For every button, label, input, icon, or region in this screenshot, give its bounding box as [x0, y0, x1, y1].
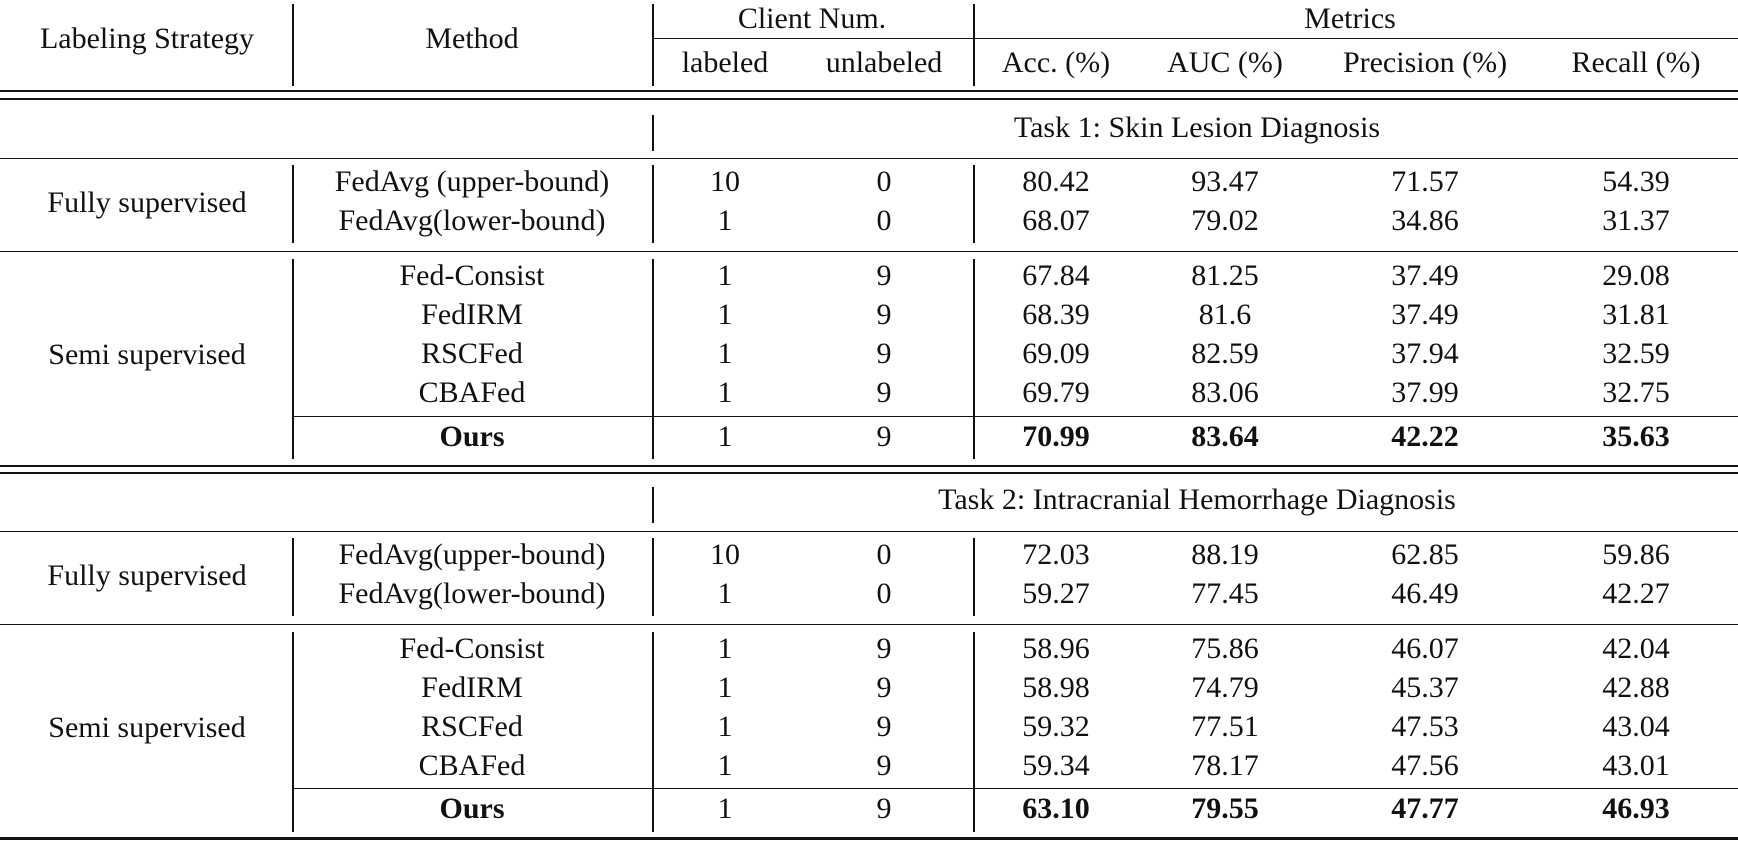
- fully-divider-3: [973, 165, 975, 243]
- cell-precision: 37.49: [1391, 298, 1459, 331]
- cell-method: RSCFed: [421, 337, 523, 370]
- cell-labeled: 1: [717, 632, 733, 665]
- group-strategy: Semi supervised: [48, 711, 246, 744]
- cell-unlabeled: 0: [876, 538, 892, 571]
- ours-rule: [292, 788, 1738, 789]
- cell-method: FedAvg(lower-bound): [338, 204, 606, 237]
- cell-unlabeled: 9: [876, 420, 892, 453]
- cell-acc: 68.39: [1022, 298, 1090, 331]
- cell-auc: 79.02: [1191, 204, 1259, 237]
- cell-precision: 37.94: [1391, 337, 1459, 370]
- cell-recall: 31.37: [1602, 204, 1670, 237]
- cell-labeled: 1: [717, 259, 733, 292]
- cell-precision: 47.77: [1391, 792, 1459, 825]
- task-title-rule: [0, 158, 1738, 159]
- cell-precision: 37.99: [1391, 376, 1459, 409]
- cell-unlabeled: 9: [876, 259, 892, 292]
- cell-unlabeled: 0: [876, 204, 892, 237]
- cell-recall: 43.04: [1602, 710, 1670, 743]
- cell-acc: 80.42: [1022, 165, 1090, 198]
- cell-auc: 83.64: [1191, 420, 1259, 453]
- group-strategy: Fully supervised: [47, 559, 247, 592]
- cell-precision: 45.37: [1391, 671, 1459, 704]
- header-auc: AUC (%): [1167, 46, 1283, 79]
- cell-acc: 58.98: [1022, 671, 1090, 704]
- header-precision: Precision (%): [1342, 46, 1508, 79]
- cell-method: Fed-Consist: [399, 632, 545, 665]
- cell-auc: 81.6: [1198, 298, 1252, 331]
- cell-recall: 42.04: [1602, 632, 1670, 665]
- cell-recall: 35.63: [1602, 420, 1670, 453]
- cell-acc: 59.32: [1022, 710, 1090, 743]
- cell-recall: 54.39: [1602, 165, 1670, 198]
- cell-precision: 47.56: [1391, 749, 1459, 782]
- cell-auc: 93.47: [1191, 165, 1259, 198]
- cell-acc: 67.84: [1022, 259, 1090, 292]
- task-title: Task 1: Skin Lesion Diagnosis: [1013, 111, 1381, 144]
- cell-auc: 81.25: [1191, 259, 1259, 292]
- cell-method: RSCFed: [421, 710, 523, 743]
- cell-unlabeled: 9: [876, 671, 892, 704]
- cell-method: Ours: [439, 792, 505, 825]
- cell-recall: 43.01: [1602, 749, 1670, 782]
- header-acc: Acc. (%): [1001, 46, 1111, 79]
- cell-recall: 31.81: [1602, 298, 1670, 331]
- cell-labeled: 10: [710, 165, 740, 198]
- cell-auc: 83.06: [1191, 376, 1259, 409]
- cell-labeled: 1: [717, 671, 733, 704]
- cell-auc: 74.79: [1191, 671, 1259, 704]
- group-rule: [0, 251, 1738, 252]
- cell-labeled: 1: [717, 298, 733, 331]
- cell-auc: 78.17: [1191, 749, 1259, 782]
- fully-divider-1: [292, 165, 294, 243]
- header-divider-2: [652, 4, 654, 86]
- task-title: Task 2: Intracranial Hemorrhage Diagnosis: [938, 483, 1456, 516]
- task-separator-rule: [0, 465, 1738, 467]
- cell-precision: 71.57: [1391, 165, 1459, 198]
- cell-recall: 42.88: [1602, 671, 1670, 704]
- cell-unlabeled: 9: [876, 632, 892, 665]
- semi-divider-3: [973, 632, 975, 832]
- semi-divider-3: [973, 259, 975, 459]
- cell-labeled: 10: [710, 538, 740, 571]
- cell-unlabeled: 9: [876, 710, 892, 743]
- cell-precision: 46.07: [1391, 632, 1459, 665]
- cell-acc: 70.99: [1022, 420, 1090, 453]
- fully-divider-1: [292, 538, 294, 616]
- cell-unlabeled: 9: [876, 376, 892, 409]
- cell-method: CBAFed: [418, 376, 526, 409]
- cell-recall: 46.93: [1602, 792, 1670, 825]
- cell-precision: 34.86: [1391, 204, 1459, 237]
- cell-recall: 29.08: [1602, 259, 1670, 292]
- cell-acc: 59.34: [1022, 749, 1090, 782]
- cell-recall: 32.75: [1602, 376, 1670, 409]
- cell-auc: 75.86: [1191, 632, 1259, 665]
- cell-unlabeled: 0: [876, 577, 892, 610]
- header-labeling-strategy: Labeling Strategy: [39, 22, 255, 55]
- cell-acc: 63.10: [1022, 792, 1090, 825]
- header-metrics: Metrics: [1304, 2, 1396, 35]
- header-unlabeled: unlabeled: [825, 46, 943, 79]
- cell-labeled: 1: [717, 376, 733, 409]
- header-divider-3: [973, 4, 975, 86]
- cell-method: FedAvg(lower-bound): [338, 577, 606, 610]
- cell-method: CBAFed: [418, 749, 526, 782]
- header-client-num: Client Num.: [737, 2, 887, 35]
- cell-recall: 32.59: [1602, 337, 1670, 370]
- cell-method: Ours: [439, 420, 505, 453]
- header-recall: Recall (%): [1571, 46, 1701, 79]
- cell-labeled: 1: [717, 710, 733, 743]
- header-bottom-rule: [0, 90, 1738, 92]
- cell-labeled: 1: [717, 577, 733, 610]
- cell-recall: 42.27: [1602, 577, 1670, 610]
- header-method: Method: [425, 22, 519, 55]
- cell-acc: 72.03: [1022, 538, 1090, 571]
- cell-labeled: 1: [717, 792, 733, 825]
- cell-precision: 47.53: [1391, 710, 1459, 743]
- cell-recall: 59.86: [1602, 538, 1670, 571]
- task-title-divider: [652, 487, 654, 523]
- cell-unlabeled: 9: [876, 337, 892, 370]
- cell-unlabeled: 9: [876, 792, 892, 825]
- cell-method: FedIRM: [421, 671, 523, 704]
- cell-precision: 42.22: [1391, 420, 1459, 453]
- ours-rule: [292, 416, 1738, 417]
- semi-divider-1: [292, 259, 294, 459]
- table-bottom-rule: [0, 837, 1738, 840]
- cell-unlabeled: 0: [876, 165, 892, 198]
- cell-auc: 82.59: [1191, 337, 1259, 370]
- header-labeled: labeled: [681, 46, 769, 79]
- cell-method: FedIRM: [421, 298, 523, 331]
- group-rule: [0, 624, 1738, 625]
- cell-auc: 77.51: [1191, 710, 1259, 743]
- cell-acc: 68.07: [1022, 204, 1090, 237]
- cell-unlabeled: 9: [876, 749, 892, 782]
- cell-labeled: 1: [717, 749, 733, 782]
- cell-precision: 37.49: [1391, 259, 1459, 292]
- cell-precision: 62.85: [1391, 538, 1459, 571]
- fully-divider-2: [652, 165, 654, 243]
- group-strategy: Fully supervised: [47, 186, 247, 219]
- header-divider-1: [292, 4, 294, 86]
- fully-divider-3: [973, 538, 975, 616]
- cell-auc: 79.55: [1191, 792, 1259, 825]
- cell-acc: 69.09: [1022, 337, 1090, 370]
- header-cmidrule: [653, 38, 1738, 39]
- group-strategy: Semi supervised: [48, 338, 246, 371]
- fully-divider-2: [652, 538, 654, 616]
- cell-method: FedAvg (upper-bound): [334, 165, 610, 198]
- cell-precision: 46.49: [1391, 577, 1459, 610]
- cell-acc: 58.96: [1022, 632, 1090, 665]
- task-title-divider: [652, 115, 654, 151]
- task-title-rule: [0, 531, 1738, 532]
- cell-labeled: 1: [717, 337, 733, 370]
- cell-unlabeled: 9: [876, 298, 892, 331]
- cell-auc: 88.19: [1191, 538, 1259, 571]
- cell-method: FedAvg(upper-bound): [338, 538, 606, 571]
- cell-labeled: 1: [717, 420, 733, 453]
- semi-divider-1: [292, 632, 294, 832]
- semi-divider-2: [652, 632, 654, 832]
- task-separator-rule-2: [0, 472, 1738, 474]
- cell-acc: 59.27: [1022, 577, 1090, 610]
- cell-method: Fed-Consist: [399, 259, 545, 292]
- cell-labeled: 1: [717, 204, 733, 237]
- cell-auc: 77.45: [1191, 577, 1259, 610]
- cell-acc: 69.79: [1022, 376, 1090, 409]
- semi-divider-2: [652, 259, 654, 459]
- header-bottom-rule-2: [0, 98, 1738, 100]
